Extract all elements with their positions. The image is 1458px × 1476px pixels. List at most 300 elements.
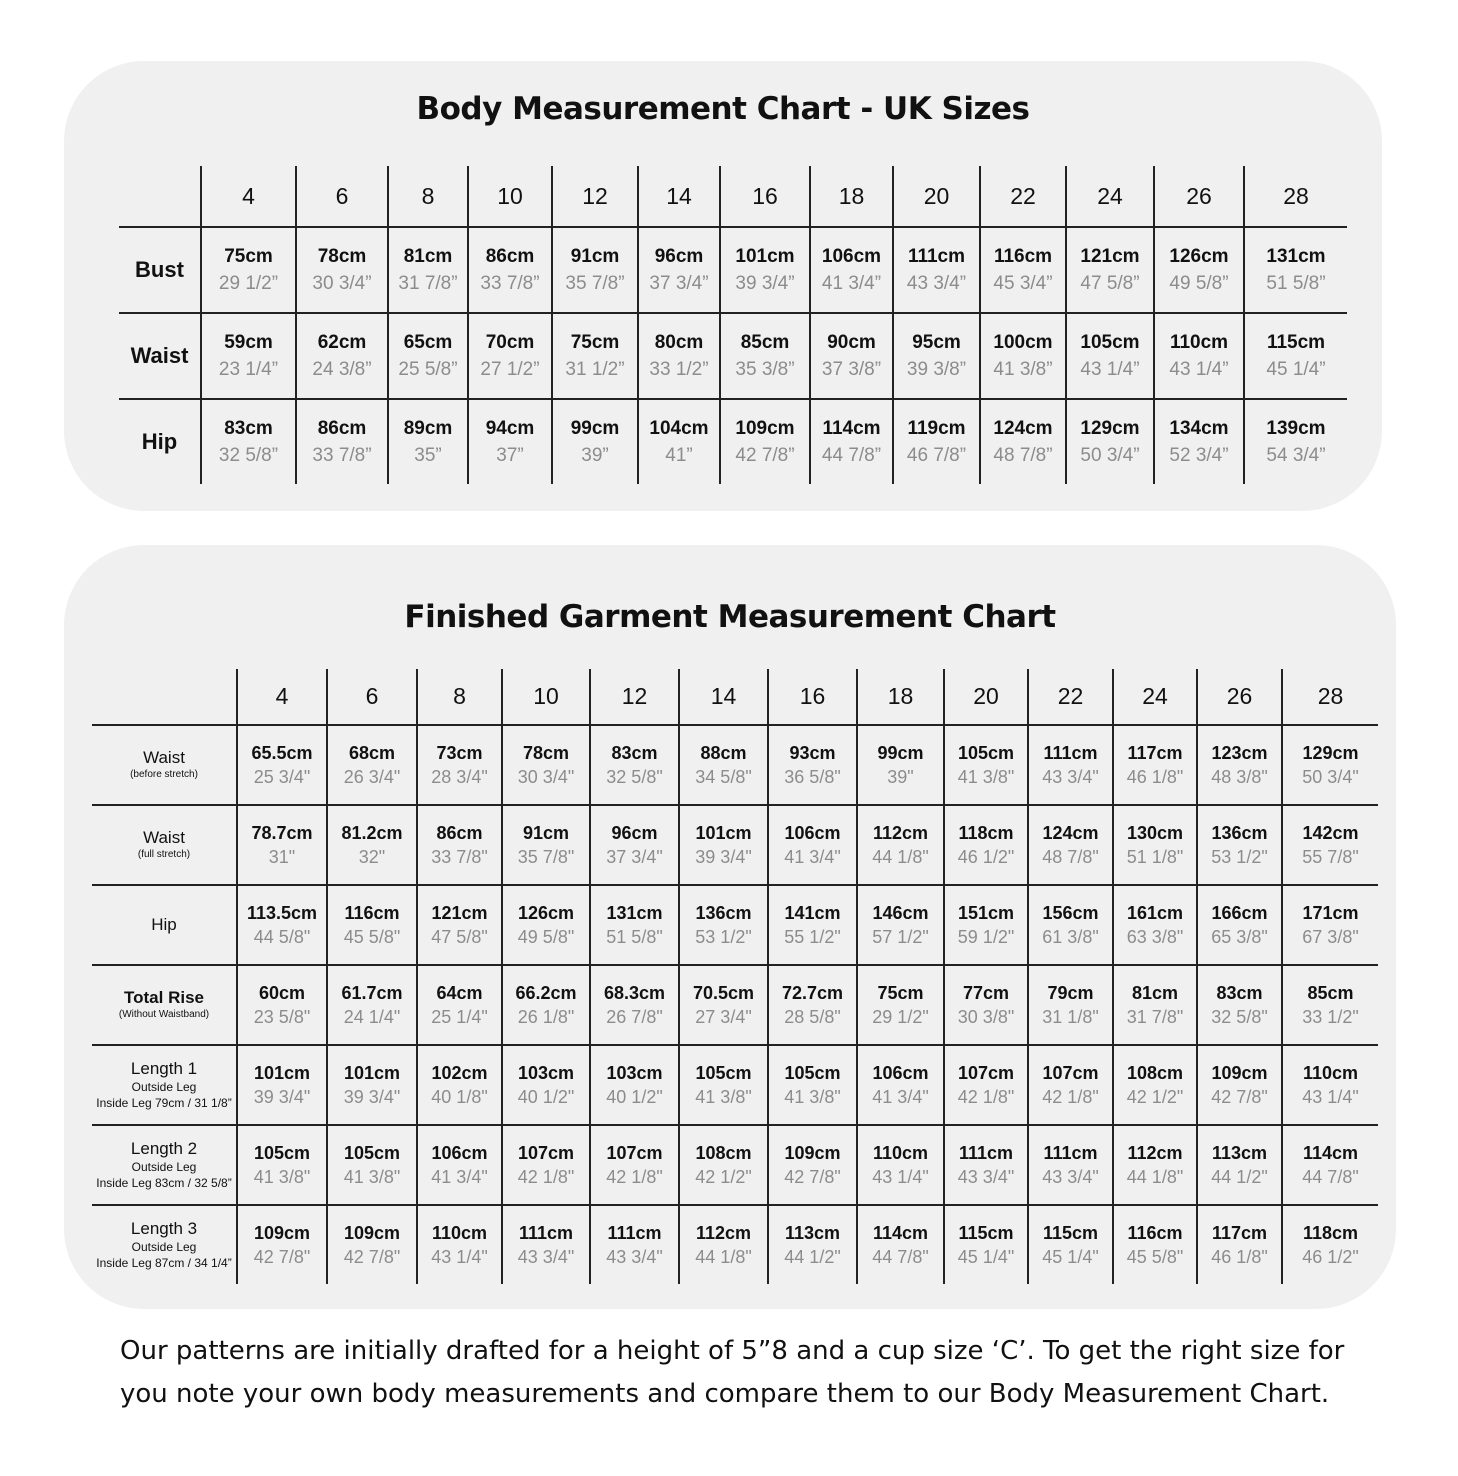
- inch-value: 59 1/2": [957, 927, 1015, 947]
- measurement-cell: [1282, 1045, 1378, 1125]
- measurement-cell: [1154, 313, 1244, 399]
- cm-value: 171cm: [1302, 903, 1359, 923]
- measurement-cell: [296, 399, 388, 484]
- measurement-cell: [1028, 1205, 1113, 1284]
- measurement-cell: [768, 885, 857, 965]
- measurement-cell: [417, 885, 502, 965]
- inch-value: 42 1/2": [695, 1167, 752, 1187]
- measurement-cell: [1244, 313, 1347, 399]
- inch-value: 43 3/4": [1042, 767, 1099, 787]
- measurement-cell: [980, 227, 1066, 313]
- measurement-cell: [1113, 1045, 1197, 1125]
- measurement-cell: [502, 965, 590, 1045]
- cm-value: 139cm: [1266, 418, 1326, 439]
- inch-value: 55 7/8": [1302, 847, 1359, 867]
- measurement-cell: [296, 227, 388, 313]
- corner-cell: [119, 166, 201, 227]
- row-label-line: Outside Leg: [131, 1080, 197, 1094]
- size-header-22: 22: [980, 166, 1066, 227]
- inch-value: 37”: [496, 445, 524, 466]
- measurement-cell: [1282, 805, 1378, 885]
- measurement-cell: [1154, 399, 1244, 484]
- measurement-cell: [201, 313, 296, 399]
- measurement-cell: [388, 313, 468, 399]
- inch-value: 44 1/8": [695, 1247, 752, 1267]
- size-header-20: 20: [944, 669, 1028, 725]
- cm-value: 119cm: [907, 418, 966, 439]
- inch-value: 44 1/8": [1126, 1167, 1184, 1187]
- inch-value: 30 3/8": [957, 1007, 1015, 1027]
- cm-value: 115cm: [958, 1223, 1014, 1243]
- measurement-cell: [417, 805, 502, 885]
- row-label-line: Outside Leg: [131, 1160, 197, 1174]
- measurement-cell: [502, 725, 590, 805]
- cm-value: 65cm: [403, 332, 453, 353]
- inch-value: 32 5/8”: [218, 445, 279, 466]
- inch-value: 43 1/4”: [1080, 359, 1140, 380]
- cm-value: 112cm: [695, 1223, 752, 1243]
- inch-value: 65 3/8": [1211, 927, 1268, 947]
- inch-value: 43 3/4": [957, 1167, 1015, 1187]
- inch-value: 29 1/2”: [218, 273, 279, 294]
- cm-value: 110cm: [872, 1143, 929, 1163]
- inch-value: 37 3/8”: [821, 359, 882, 380]
- inch-value: 39 3/4": [343, 1087, 401, 1107]
- row-label-text: Length 2: [130, 1139, 198, 1158]
- inch-value: 41 3/8": [695, 1087, 752, 1107]
- row-label: [92, 1125, 237, 1205]
- cm-value: 99cm: [570, 418, 620, 439]
- cm-value: 81cm: [403, 246, 453, 267]
- inch-value: 55 1/2": [784, 927, 841, 947]
- inch-value: 25 1/4": [431, 1007, 488, 1027]
- cm-value: 107cm: [1042, 1063, 1099, 1083]
- inch-value: 42 1/8": [606, 1167, 663, 1187]
- cm-value: 81.2cm: [341, 823, 403, 843]
- inch-value: 67 3/8": [1302, 927, 1359, 947]
- cm-value: 75cm: [570, 332, 620, 353]
- measurement-cell: [944, 725, 1028, 805]
- fit-note: Our patterns are initially drafted for a height of 5”8 and a cup size ‘C’. To get the right size for you note your own body measurements and compare them to our Body Measurement Chart.: [120, 1336, 1345, 1409]
- row-label-line: Inside Leg 79cm / 31 1/8”: [96, 1096, 232, 1110]
- inch-value: 43 1/4": [431, 1247, 488, 1267]
- inch-value: 41 3/4": [872, 1087, 929, 1107]
- measurement-cell: [296, 313, 388, 399]
- size-header-20: 20: [893, 166, 980, 227]
- measurement-cell: [201, 227, 296, 313]
- cm-value: 107cm: [957, 1063, 1015, 1083]
- measurement-cell: [1244, 399, 1347, 484]
- cm-value: 88cm: [700, 743, 747, 763]
- measurement-cell: [857, 885, 944, 965]
- inch-value: 43 3/4": [517, 1247, 575, 1267]
- inch-value: 45 1/4": [957, 1247, 1015, 1267]
- measurement-cell: [327, 805, 417, 885]
- inch-value: 46 1/2": [957, 847, 1015, 867]
- measurement-row: [92, 885, 1378, 965]
- inch-value: 33 1/2": [1302, 1007, 1359, 1027]
- cm-value: 112cm: [1127, 1143, 1183, 1163]
- row-label: [92, 1045, 237, 1125]
- measurement-cell: [417, 725, 502, 805]
- inch-value: 45 5/8": [343, 927, 401, 947]
- inch-value: 41 3/8": [343, 1167, 401, 1187]
- measurement-cell: [502, 1205, 590, 1284]
- size-header-24: 24: [1066, 166, 1154, 227]
- inch-value: 33 7/8”: [312, 445, 372, 466]
- cm-value: 106cm: [872, 1063, 929, 1083]
- row-label-text: Waist: [143, 748, 185, 767]
- measurement-cell: [857, 965, 944, 1045]
- size-header-10: 10: [502, 669, 590, 725]
- measurement-cell: [768, 1125, 857, 1205]
- inch-value: 31 1/2”: [565, 359, 625, 380]
- cm-value: 112cm: [872, 823, 929, 843]
- inch-value: 43 3/4”: [906, 273, 967, 294]
- inch-value: 47 5/8”: [1080, 273, 1140, 294]
- measurement-cell: [1154, 227, 1244, 313]
- inch-value: 39 3/4": [253, 1087, 311, 1107]
- size-header-26: 26: [1154, 166, 1244, 227]
- inch-value: 39 3/4”: [735, 273, 795, 294]
- cm-value: 68.3cm: [603, 983, 666, 1003]
- size-header-14: 14: [679, 669, 768, 725]
- inch-value: 61 3/8": [1042, 927, 1099, 947]
- measurement-cell: [468, 227, 552, 313]
- cm-value: 62cm: [317, 332, 367, 353]
- inch-value: 50 3/4": [1302, 767, 1359, 787]
- cm-value: 95cm: [912, 332, 961, 353]
- cm-value: 126cm: [1169, 246, 1229, 267]
- cm-value: 101cm: [343, 1063, 401, 1083]
- measurement-cell: [1066, 399, 1154, 484]
- measurement-cell: [893, 313, 980, 399]
- inch-value: 40 1/8": [431, 1087, 488, 1107]
- cm-value: 111cm: [1043, 743, 1098, 763]
- cm-value: 83cm: [1216, 983, 1263, 1003]
- cm-value: 91cm: [570, 246, 620, 267]
- inch-value: 24 3/8”: [312, 359, 372, 380]
- measurement-cell: [893, 399, 980, 484]
- measurement-cell: [1028, 805, 1113, 885]
- size-header-28: 28: [1282, 669, 1378, 725]
- cm-value: 124cm: [993, 418, 1053, 439]
- measurement-cell: [1197, 1045, 1282, 1125]
- cm-value: 79cm: [1047, 983, 1094, 1003]
- inch-value: 41 3/8”: [993, 359, 1053, 380]
- measurement-cell: [1028, 885, 1113, 965]
- inch-value: 49 5/8": [517, 927, 575, 947]
- measurement-cell: [980, 313, 1066, 399]
- cm-value: 136cm: [695, 903, 752, 923]
- inch-value: 45 5/8": [1126, 1247, 1184, 1267]
- measurement-cell: [1028, 725, 1113, 805]
- cm-value: 102cm: [431, 1063, 488, 1083]
- measurement-cell: [768, 965, 857, 1045]
- size-header-14: 14: [638, 166, 720, 227]
- inch-value: 53 1/2": [695, 927, 752, 947]
- cm-value: 85cm: [740, 332, 790, 353]
- measurement-cell: [679, 1205, 768, 1284]
- inch-value: 44 1/8": [872, 847, 929, 867]
- measurement-cell: [1113, 1205, 1197, 1284]
- measurement-cell: [1113, 885, 1197, 965]
- cm-value: 111cm: [1043, 1143, 1098, 1163]
- inch-value: 42 7/8": [784, 1167, 841, 1187]
- cm-value: 103cm: [517, 1063, 575, 1083]
- inch-value: 46 7/8”: [906, 445, 967, 466]
- cm-value: 93cm: [789, 743, 836, 763]
- cm-value: 83cm: [224, 418, 273, 439]
- cm-value: 105cm: [343, 1143, 401, 1163]
- inch-value: 28 5/8": [784, 1007, 841, 1027]
- cm-value: 101cm: [253, 1063, 311, 1083]
- cm-value: 89cm: [403, 418, 453, 439]
- measurement-cell: [1197, 885, 1282, 965]
- inch-value: 50 3/4”: [1080, 445, 1140, 466]
- cm-value: 61.7cm: [341, 983, 403, 1003]
- cm-value: 109cm: [735, 418, 795, 439]
- cm-value: 91cm: [522, 823, 570, 843]
- row-label: Bust: [119, 227, 201, 313]
- measurement-cell: [810, 399, 893, 484]
- measurement-cell: [552, 313, 638, 399]
- cm-value: 113.5cm: [246, 903, 318, 923]
- inch-value: 45 1/4”: [1266, 359, 1326, 380]
- cm-value: 110cm: [431, 1223, 488, 1243]
- size-header-18: 18: [857, 669, 944, 725]
- cm-value: 161cm: [1126, 903, 1184, 923]
- cm-value: 108cm: [695, 1143, 752, 1163]
- measurement-cell: [237, 725, 327, 805]
- row-label-line: Inside Leg 87cm / 34 1/4”: [96, 1256, 232, 1270]
- inch-value: 46 1/8": [1126, 767, 1184, 787]
- measurement-cell: [590, 725, 679, 805]
- inch-value: 46 1/2": [1302, 1247, 1359, 1267]
- measurement-row: [119, 313, 1347, 399]
- measurement-cell: [327, 965, 417, 1045]
- cm-value: 70cm: [485, 332, 535, 353]
- cm-value: 86cm: [436, 823, 483, 843]
- row-label: Waist: [119, 313, 201, 399]
- cm-value: 129cm: [1080, 418, 1140, 439]
- inch-value: 51 5/8”: [1266, 273, 1326, 294]
- measurement-cell: [679, 1125, 768, 1205]
- inch-value: 29 1/2": [872, 1007, 929, 1027]
- body-measurement-table: [119, 166, 1347, 484]
- measurement-cell: [1113, 725, 1197, 805]
- inch-value: 41 3/8": [957, 767, 1015, 787]
- size-header-row: [119, 166, 1347, 227]
- measurement-cell: [810, 227, 893, 313]
- measurement-cell: [1028, 1125, 1113, 1205]
- inch-value: 37 3/4”: [649, 273, 709, 294]
- cm-value: 96cm: [611, 823, 658, 843]
- row-label: [92, 1205, 237, 1284]
- measurement-cell: [327, 885, 417, 965]
- inch-value: 23 1/4”: [218, 359, 279, 380]
- measurement-cell: [1197, 1125, 1282, 1205]
- measurement-cell: [1197, 965, 1282, 1045]
- size-header-16: 16: [768, 669, 857, 725]
- cm-value: 78.7cm: [251, 823, 313, 843]
- row-label-note: (before stretch): [130, 769, 198, 780]
- inch-value: 35”: [414, 445, 442, 466]
- cm-value: 111cm: [958, 1143, 1014, 1163]
- cm-value: 129cm: [1302, 743, 1359, 763]
- measurement-cell: [502, 885, 590, 965]
- cm-value: 118cm: [1302, 1223, 1359, 1243]
- measurement-cell: [590, 965, 679, 1045]
- inch-value: 30 3/4”: [312, 273, 372, 294]
- cm-value: 121cm: [1080, 246, 1140, 267]
- size-header-12: 12: [590, 669, 679, 725]
- size-header-4: 4: [201, 166, 296, 227]
- measurement-cell: [857, 1045, 944, 1125]
- inch-value: 31 7/8": [1126, 1007, 1184, 1027]
- inch-value: 32 5/8": [1211, 1007, 1268, 1027]
- inch-value: 52 3/4”: [1169, 445, 1229, 466]
- cm-value: 78cm: [317, 246, 367, 267]
- cm-value: 104cm: [649, 418, 709, 439]
- cm-value: 59cm: [224, 332, 273, 353]
- size-header-16: 16: [720, 166, 810, 227]
- measurement-cell: [768, 805, 857, 885]
- measurement-cell: [768, 1205, 857, 1284]
- cm-value: 64cm: [436, 983, 483, 1003]
- cm-value: 105cm: [1080, 332, 1140, 353]
- row-label-text: Hip: [151, 915, 177, 934]
- size-header-6: 6: [296, 166, 388, 227]
- inch-value: 33 7/8": [431, 847, 488, 867]
- measurement-row: [92, 965, 1378, 1045]
- inch-value: 36 5/8": [784, 767, 841, 787]
- inch-value: 44 1/2": [784, 1247, 841, 1267]
- measurement-cell: [590, 885, 679, 965]
- inch-value: 31": [268, 847, 296, 867]
- cm-value: 105cm: [695, 1063, 752, 1083]
- cm-value: 111cm: [607, 1223, 662, 1243]
- measurement-cell: [980, 399, 1066, 484]
- measurement-cell: [590, 1205, 679, 1284]
- measurement-cell: [417, 1125, 502, 1205]
- size-header-12: 12: [552, 166, 638, 227]
- measurement-cell: [327, 1045, 417, 1125]
- size-header-4: 4: [237, 669, 327, 725]
- size-header-10: 10: [468, 166, 552, 227]
- cm-value: 90cm: [827, 332, 876, 353]
- cm-value: 117cm: [1127, 743, 1183, 763]
- size-header-8: 8: [388, 166, 468, 227]
- measurement-cell: [944, 1125, 1028, 1205]
- inch-value: 31 1/8": [1042, 1007, 1099, 1027]
- measurement-cell: [944, 1045, 1028, 1125]
- measurement-cell: [327, 725, 417, 805]
- inch-value: 39 3/8”: [906, 359, 967, 380]
- inch-value: 43 1/4": [872, 1167, 929, 1187]
- measurement-cell: [944, 805, 1028, 885]
- inch-value: 35 7/8": [517, 847, 575, 867]
- cm-value: 116cm: [993, 246, 1053, 267]
- measurement-cell: [638, 313, 720, 399]
- cm-value: 121cm: [431, 903, 488, 923]
- inch-value: 37 3/4": [606, 847, 663, 867]
- inch-value: 42 1/2": [1126, 1087, 1184, 1107]
- measurement-row: [119, 399, 1347, 484]
- measurement-cell: [502, 1125, 590, 1205]
- measurement-cell: [237, 805, 327, 885]
- measurement-cell: [417, 1045, 502, 1125]
- measurement-cell: [810, 313, 893, 399]
- size-header-8: 8: [417, 669, 502, 725]
- inch-value: 49 5/8”: [1169, 273, 1229, 294]
- cm-value: 73cm: [436, 743, 483, 763]
- inch-value: 35 7/8”: [565, 273, 625, 294]
- inch-value: 48 3/8": [1211, 767, 1268, 787]
- measurement-cell: [237, 965, 327, 1045]
- inch-value: 34 5/8": [695, 767, 752, 787]
- cm-value: 99cm: [877, 743, 924, 763]
- measurement-cell: [944, 965, 1028, 1045]
- cm-value: 75cm: [877, 983, 924, 1003]
- inch-value: 42 7/8”: [735, 445, 795, 466]
- row-label-line: Inside Leg 83cm / 32 5/8”: [96, 1176, 232, 1190]
- cm-value: 166cm: [1211, 903, 1268, 923]
- inch-value: 28 3/4": [431, 767, 488, 787]
- inch-value: 40 1/2": [606, 1087, 663, 1107]
- row-label: [92, 885, 237, 965]
- measurement-cell: [1028, 965, 1113, 1045]
- measurement-row: [92, 805, 1378, 885]
- cm-value: 115cm: [1266, 332, 1326, 353]
- size-header-24: 24: [1113, 669, 1197, 725]
- row-label: [92, 965, 237, 1045]
- inch-value: 46 1/8": [1211, 1247, 1268, 1267]
- cm-value: 72.7cm: [781, 983, 844, 1003]
- measurement-cell: [679, 725, 768, 805]
- measurement-cell: [552, 399, 638, 484]
- cm-value: 116cm: [344, 903, 400, 923]
- garment-measurement-table: [92, 669, 1378, 1284]
- cm-value: 109cm: [343, 1223, 401, 1243]
- row-label-line: Outside Leg: [131, 1240, 197, 1254]
- measurement-cell: [388, 399, 468, 484]
- measurement-cell: [857, 1205, 944, 1284]
- measurement-cell: [857, 805, 944, 885]
- cm-value: 77cm: [962, 983, 1010, 1003]
- cm-value: 75cm: [224, 246, 273, 267]
- row-label-text: Length 1: [130, 1059, 198, 1078]
- cm-value: 156cm: [1042, 903, 1099, 923]
- cm-value: 105cm: [253, 1143, 311, 1163]
- inch-value: 43 1/4”: [1169, 359, 1229, 380]
- cm-value: 100cm: [993, 332, 1053, 353]
- cm-value: 83cm: [611, 743, 658, 763]
- measurement-cell: [768, 1045, 857, 1125]
- inch-value: 42 1/8": [1042, 1087, 1099, 1107]
- cm-value: 111cm: [518, 1223, 574, 1243]
- inch-value: 25 5/8”: [398, 359, 458, 380]
- inch-value: 41 3/8": [253, 1167, 311, 1187]
- inch-value: 31 7/8”: [398, 273, 458, 294]
- cm-value: 117cm: [1211, 1223, 1268, 1243]
- measurement-cell: [1113, 965, 1197, 1045]
- cm-value: 124cm: [1042, 823, 1099, 843]
- measurement-cell: [327, 1205, 417, 1284]
- inch-value: 42 7/8": [253, 1247, 311, 1267]
- cm-value: 116cm: [1127, 1223, 1183, 1243]
- inch-value: 30 3/4": [517, 767, 575, 787]
